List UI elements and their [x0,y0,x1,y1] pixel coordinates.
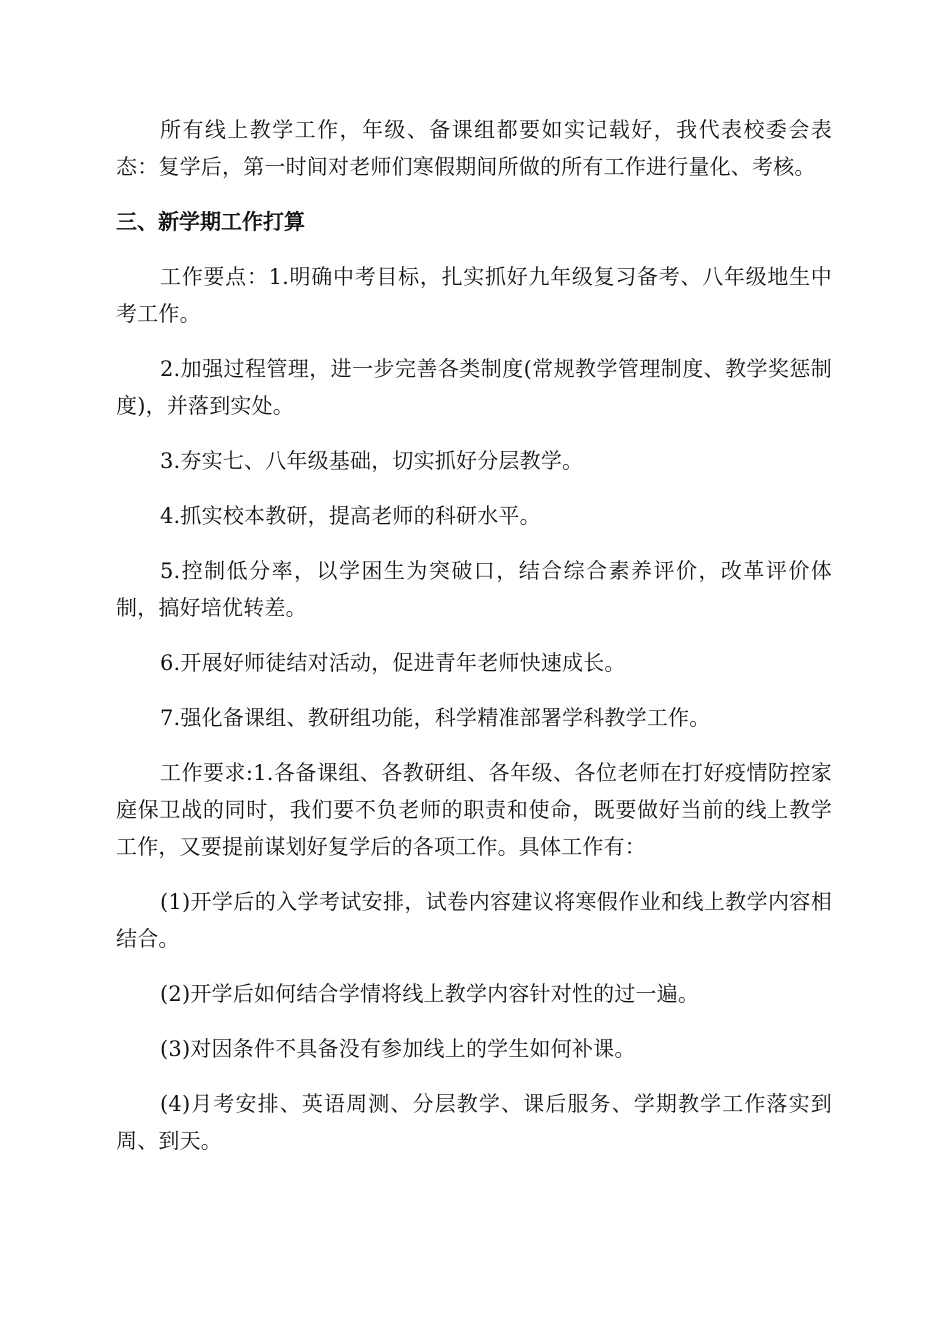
work-point-7: 7.强化备课组、教研组功能，科学精准部署学科教学工作。 [160,706,711,730]
work-point-5: 5.控制低分率，以学困生为突破口，结合综合素养评价，改革评价体制，搞好培优转差。 [116,559,832,620]
work-requirement-2: (2)开学后如何结合学情将线上教学内容针对性的过一遍。 [160,982,700,1006]
work-requirement-1: (1)开学后的入学考试安排，试卷内容建议将寒假作业和线上教学内容相结合。 [116,890,832,951]
work-point-6: 6.开展好师徒结对活动，促进青年老师快速成长。 [160,651,626,675]
section-heading-new-semester-plan: 三、新学期工作打算 [116,210,305,234]
paragraph-online-teaching-record: 所有线上教学工作，年级、备课组都要如实记载好，我代表校委会表态：复学后，第一时间对老师们寒假期间所做的所有工作进行量化、考核。 [116,118,832,179]
work-requirement-3: (3)对因条件不具备没有参加线上的学生如何补课。 [160,1037,636,1061]
work-point-2: 2.加强过程管理，进一步完善各类制度(常规教学管理制度、教学奖惩制度)，并落到实处。 [116,357,832,418]
work-point-4: 4.抓实校本教研，提高老师的科研水平。 [160,504,541,528]
work-point-1: 工作要点：1.明确中考目标，扎实抓好九年级复习备考、八年级地生中考工作。 [116,265,832,326]
work-point-3: 3.夯实七、八年级基础，切实抓好分层教学。 [160,449,584,473]
work-requirement-4: (4)月考安排、英语周测、分层教学、课后服务、学期教学工作落实到周、到天。 [116,1092,832,1153]
work-requirement-intro: 工作要求:1.各备课组、各教研组、各年级、各位老师在打好疫情防控家庭保卫战的同时，我们要不负老师的职责和使命，既要做好当前的线上教学工作，又要提前谋划好复学后的各项工作。具体工作有： [116,761,832,859]
